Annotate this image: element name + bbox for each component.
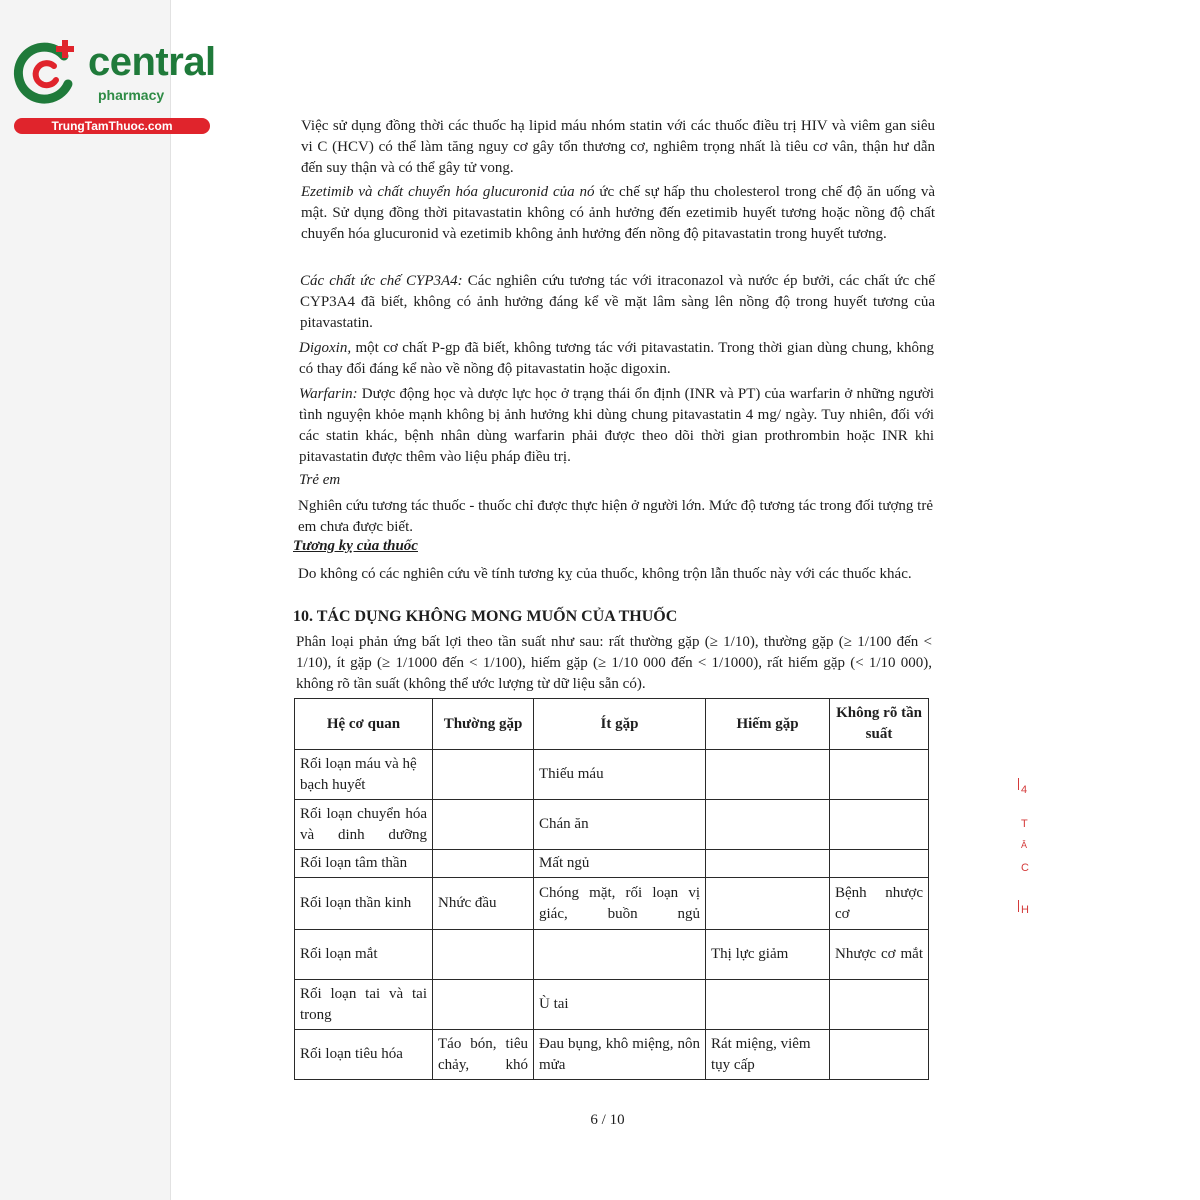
column-header: Hiếm gặp <box>706 699 830 750</box>
table-cell: Nhức đầu <box>433 878 534 930</box>
stamp-char: C <box>1021 862 1029 874</box>
table-cell <box>433 750 534 800</box>
drug-name-cyp3a4: Các chất ức chế CYP3A4: <box>300 273 463 289</box>
table-cell: Rát miệng, viêm tụy cấp <box>706 1030 830 1080</box>
table-cell <box>433 930 534 980</box>
adverse-effects-table <box>294 698 929 1080</box>
table-cell: Nhược cơ mắt <box>830 930 929 980</box>
table-cell: Mất ngủ <box>534 850 706 878</box>
table-cell <box>830 850 929 878</box>
table-cell <box>706 980 830 1030</box>
logo-wordmark: central <box>88 40 216 84</box>
paragraph-text: ức chế sự hấp thu cholesterol trong chế độ ăn uống và mật. Sử dụng đồng thời pitavastatin không có ảnh hưởng đến ezetimib huyết tương hoặc nồng độ chất chuyển hóa glucuronid và ezetimib không ảnh hưởng đến nồng độ pitavastatin trong huyết tương. <box>301 184 935 242</box>
paragraph-text: Nghiên cứu tương tác thuốc - thuốc chỉ được thực hiện ở người lớn. Mức độ tương tác trong đối tượng trẻ em chưa được biết. <box>298 498 933 535</box>
column-header: Hệ cơ quan <box>295 699 433 750</box>
paragraph-warfarin <box>299 384 934 468</box>
table-cell: Rối loạn chuyển hóa và dinh dưỡng <box>295 800 433 850</box>
table-cell: Chóng mặt, rối loạn vị giác, buồn ngủ <box>534 878 706 930</box>
paragraph-cyp3a4 <box>300 271 935 334</box>
table-cell: Thị lực giảm <box>706 930 830 980</box>
table-row <box>295 980 929 1030</box>
logo-url-badge[interactable]: TrungTamThuoc.com <box>14 118 210 134</box>
table-cell <box>830 800 929 850</box>
column-header: Ít gặp <box>534 699 706 750</box>
table-cell: Ù tai <box>534 980 706 1030</box>
drug-name-ezetimib: Ezetimib và chất chuyển hóa glucuronid của nó <box>301 184 595 200</box>
column-header: Thường gặp <box>433 699 534 750</box>
paragraph-text: Các nghiên cứu tương tác với itraconazol và nước ép bưởi, các chất ức chế CYP3A4 đã biết, không có ảnh hưởng đáng kể về mặt lâm sàng lên nồng độ trong huyết tương của pitavastatin. <box>300 273 936 331</box>
table-cell <box>433 980 534 1030</box>
table-row <box>295 750 929 800</box>
table-cell: Rối loạn tâm thần <box>295 850 433 878</box>
incompatibility-heading: Tương kỵ của thuốc <box>293 538 418 554</box>
children-label <box>299 470 599 491</box>
table-row <box>295 878 929 930</box>
table-cell <box>706 750 830 800</box>
table-cell <box>830 980 929 1030</box>
table-cell: Đau bụng, khô miệng, nôn mửa <box>534 1030 706 1080</box>
paragraph-text: Do không có các nghiên cứu về tính tương kỵ của thuốc, không trộn lẫn thuốc này với các thuốc khác. <box>298 566 912 582</box>
paragraph-incompatibility <box>298 564 933 585</box>
central-pharmacy-logo[interactable] <box>10 38 215 138</box>
margin-stamp <box>1018 776 1032 926</box>
table-row <box>295 930 929 980</box>
table-cell: Bệnh nhược cơ <box>830 878 929 930</box>
table-cell <box>433 850 534 878</box>
stamp-char: 4 <box>1021 784 1028 796</box>
table-cell <box>706 800 830 850</box>
table-cell <box>706 850 830 878</box>
table-cell <box>830 1030 929 1080</box>
table-cell: Rối loạn máu và hệ bạch huyết <box>295 750 433 800</box>
stamp-char: H <box>1021 904 1029 916</box>
page-number: 6 / 10 <box>590 1112 625 1128</box>
paragraph-children <box>298 496 933 538</box>
table-cell: Rối loạn tiêu hóa <box>295 1030 433 1080</box>
stamp-mark <box>1018 778 1019 790</box>
table-cell: Chán ăn <box>534 800 706 850</box>
table-cell: Thiếu máu <box>534 750 706 800</box>
drug-name-digoxin: Digoxin, <box>299 340 352 356</box>
paragraph-hiv-hcv <box>301 116 935 179</box>
paragraph-text: một cơ chất P-gp đã biết, không tương tác với pitavastatin. Trong thời gian dùng chung, không có thay đổi đáng kể nào về nồng độ pitavastatin hoặc digoxin. <box>299 340 934 377</box>
table-row <box>295 1030 929 1080</box>
paragraph-frequency-classification <box>296 632 932 695</box>
children-label-text: Trẻ em <box>299 472 341 488</box>
stamp-mark <box>1018 900 1019 912</box>
paragraph-text: Dược động học và dược lực học ở trạng thái ổn định (INR và PT) của warfarin ở những người tình nguyện khỏe mạnh không bị ảnh hưởng khi dùng chung pitavastatin 4 mg/ ngày. Tuy nhiên, đối với các statin khác, bệnh nhân dùng warfarin phải được theo dõi thời gian prothrombin hoặc INR khi pitavastatin được thêm vào liệu pháp điều trị. <box>299 386 934 465</box>
column-header: Không rõ tần suất <box>830 699 929 750</box>
table-row <box>295 850 929 878</box>
table-cell <box>433 800 534 850</box>
paragraph-ezetimib <box>301 182 935 245</box>
stamp-char: Â <box>1021 840 1028 850</box>
pharmacy-logo-icon <box>10 38 80 108</box>
table-cell: Táo bón, tiêu chảy, khó <box>433 1030 534 1080</box>
section-heading-adverse-effects: 10. TÁC DỤNG KHÔNG MONG MUỐN CỦA THUỐC <box>293 608 678 625</box>
table-cell: Rối loạn thần kinh <box>295 878 433 930</box>
table-header-row <box>295 699 929 750</box>
logo-subtitle: pharmacy <box>98 87 165 103</box>
table-row <box>295 800 929 850</box>
table-cell: Rối loạn mắt <box>295 930 433 980</box>
table-cell <box>706 878 830 930</box>
stamp-char: T <box>1021 818 1028 830</box>
table-cell <box>534 930 706 980</box>
paragraph-text: Việc sử dụng đồng thời các thuốc hạ lipid máu nhóm statin với các thuốc điều trị HIV và viêm gan siêu vi C (HCV) có thể làm tăng nguy cơ gây tổn thương cơ, nghiêm trọng nhất là tiêu cơ vân, thận hư dẫn đến suy thận và có thể gây tử vong. <box>301 118 935 176</box>
drug-name-warfarin: Warfarin: <box>299 386 358 402</box>
table-cell: Rối loạn tai và tai trong <box>295 980 433 1030</box>
paragraph-text: Phân loại phản ứng bất lợi theo tần suất như sau: rất thường gặp (≥ 1/10), thường gặp (≥ 1/100 đến < 1/10), ít gặp (≥ 1/1000 đến < 1/100), hiếm gặp (≥ 1/10 000 đến < 1/1000), rất hiếm gặp (< 1/10 000), không rõ tần suất (không thể ước lượng từ dữ liệu sẵn có). <box>296 634 932 692</box>
paragraph-digoxin <box>299 338 934 380</box>
table-cell <box>830 750 929 800</box>
